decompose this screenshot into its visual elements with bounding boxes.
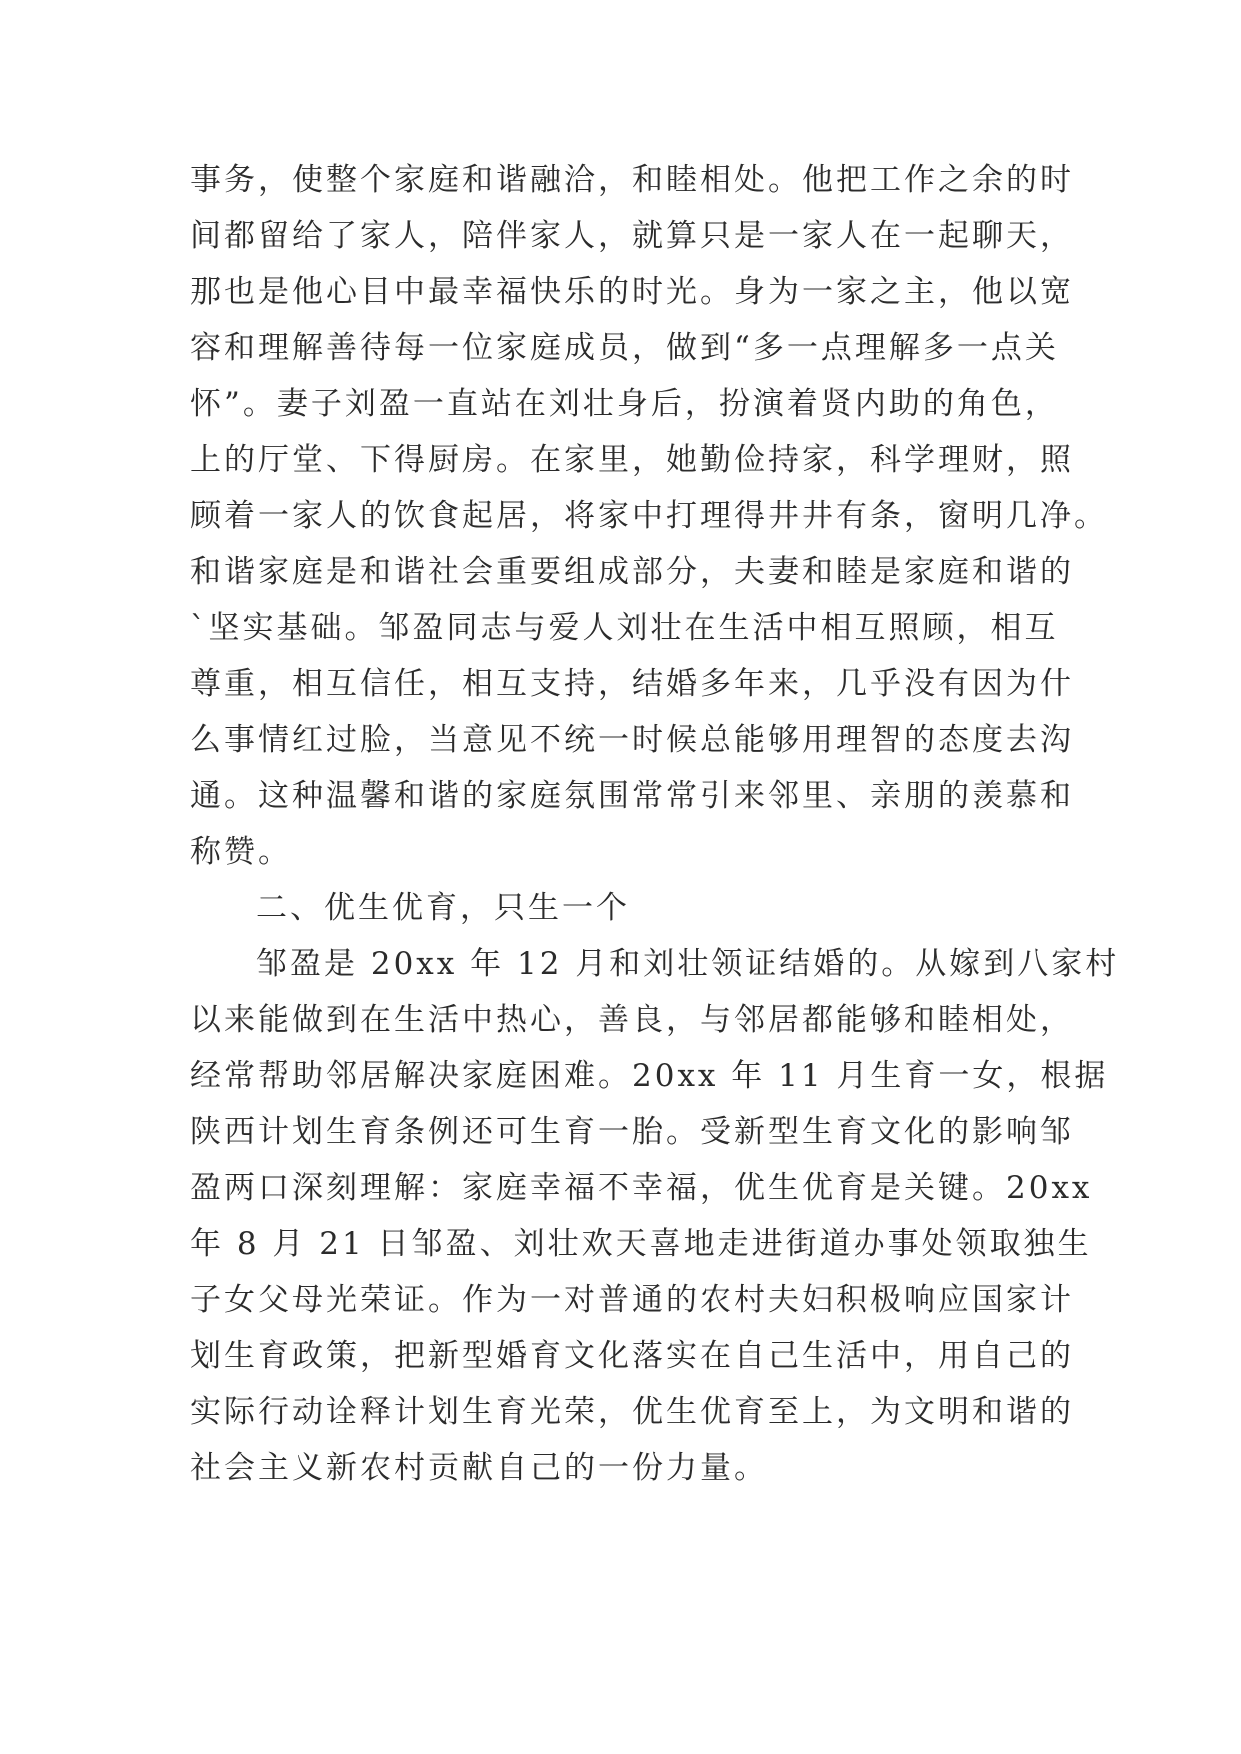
text-line: 和谐家庭是和谐社会重要组成部分，夫妻和睦是家庭和谐的	[190, 554, 1074, 590]
text-line: 划生育政策，把新型婚育文化落实在自己生活中，用自己的	[190, 1338, 1074, 1374]
text-line: 顾着一家人的饮食起居，将家中打理得井井有条，窗明几净。	[190, 498, 1108, 534]
text-line: 称赞。	[190, 834, 292, 870]
text-line: 么事情红过脸，当意见不统一时候总能够用理智的态度去沟	[190, 722, 1074, 758]
text-line: 社会主义新农村贡献自己的一份力量。	[190, 1450, 768, 1486]
section-heading: 二、优生优育，只生一个	[256, 890, 630, 926]
text-line: 间都留给了家人，陪伴家人，就算只是一家人在一起聊天，	[190, 218, 1074, 254]
text-line: 通。这种温馨和谐的家庭氛围常常引来邻里、亲朋的羡慕和	[190, 778, 1074, 814]
document-body	[190, 152, 1120, 1496]
text-line: 子女父母光荣证。作为一对普通的农村夫妇积极响应国家计	[190, 1282, 1074, 1318]
text-line: 实际行动诠释计划生育光荣，优生优育至上，为文明和谐的	[190, 1394, 1074, 1430]
text-line: 年 8 月 21 日邹盈、刘壮欢天喜地走进街道办事处领取独生	[190, 1226, 1092, 1262]
text-line: 怀”。妻子刘盈一直站在刘壮身后，扮演着贤内助的角色，	[190, 386, 1059, 422]
text-line: 以来能做到在生活中热心，善良，与邻居都能够和睦相处，	[190, 1002, 1074, 1038]
text-line: 陕西计划生育条例还可生育一胎。受新型生育文化的影响邹	[190, 1114, 1074, 1150]
paragraph-first-line: 邹盈是 20xx 年 12 月和刘壮领证结婚的。从嫁到八家村	[256, 946, 1120, 982]
text-line: 上的厅堂、下得厨房。在家里，她勤俭持家，科学理财，照	[190, 442, 1074, 478]
text-line: 那也是他心目中最幸福快乐的时光。身为一家之主，他以宽	[190, 274, 1074, 310]
text-line: 盈两口深刻理解：家庭幸福不幸福，优生优育是关键。20xx	[190, 1170, 1093, 1206]
text-line: `坚实基础。邹盈同志与爱人刘壮在生活中相互照顾，相互	[190, 610, 1059, 646]
text-line: 经常帮助邻居解决家庭困难。20xx 年 11 月生育一女，根据	[190, 1058, 1109, 1094]
text-line: 容和理解善待每一位家庭成员，做到“多一点理解多一点关	[190, 330, 1059, 366]
text-line: 事务，使整个家庭和谐融洽，和睦相处。他把工作之余的时	[190, 162, 1074, 198]
text-line: 尊重，相互信任，相互支持，结婚多年来，几乎没有因为什	[190, 666, 1074, 702]
